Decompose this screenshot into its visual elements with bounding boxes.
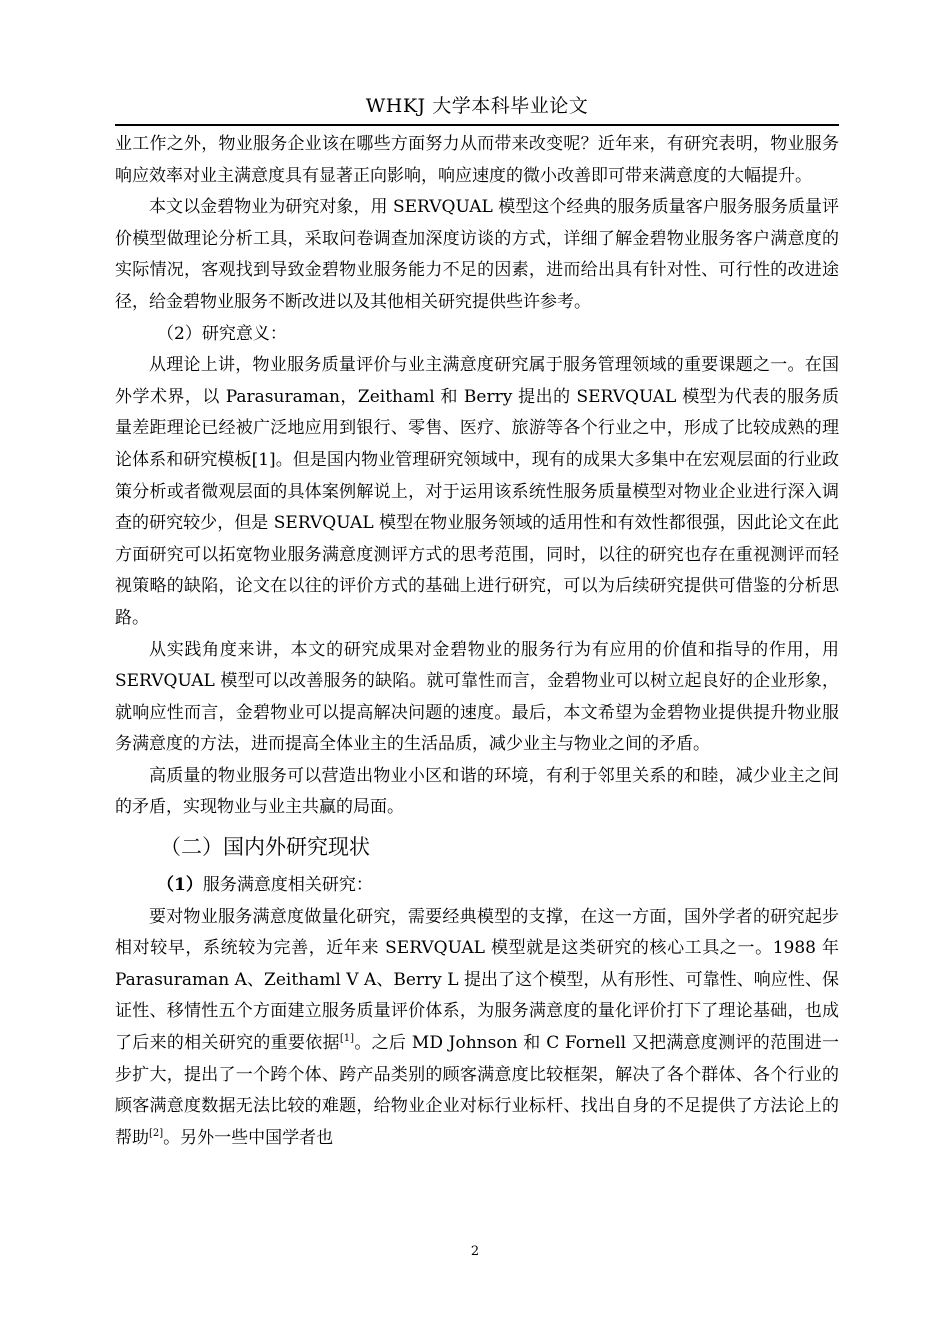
paragraph-quality-service: 高质量的物业服务可以营造出物业小区和谐的环境，有利于邻里关系的和睦，减少业主之间的矛盾，实现物业与业主共赢的局面。	[115, 765, 839, 818]
subsection-heading	[115, 870, 839, 902]
citation-2: [2]	[149, 1127, 164, 1139]
paragraph-continued: 业工作之外，物业服务企业该在哪些方面努力从而带来改变呢？近年来，有研究表明，物业服务响应效率对业主满意度具有显著正向影响，响应速度的微小改善即可带来满意度的大幅提升。	[115, 134, 839, 186]
citation-1: [1]	[339, 1033, 355, 1045]
section-heading: （二）国内外研究现状	[160, 835, 370, 860]
paragraph-text-part2: 。之后 MD Johnson 和 C Fornell 又把满意度测评的范围进一步扩大，提出了一个跨个体、跨产品类别的顾客满意度比较框架，解决了各个群体、各个行业的顾客满意度数据无法比较的难题，给物业企业对标行业标杆、找出自身的不足提供了方法论上的帮助	[115, 1033, 839, 1148]
body-text	[115, 129, 839, 1154]
header-rule	[115, 124, 839, 126]
subsection-number: （1）	[157, 875, 203, 896]
paragraph-research-object: 本文以金碧物业为研究对象，用 SERVQUAL 模型这个经典的服务质量客户服务服务质量评价模型做理论分析工具，采取问卷调查加深度访谈的方式，详细了解金碧物业服务客户满意度的实际情况，客观找到导致金碧物业服务能力不足的因素，进而给出具有针对性、可行性的改进途径，给金碧物业服务不断改进以及其他相关研究提供些许参考。	[115, 197, 839, 312]
subsection-label: 服务满意度相关研究：	[202, 875, 373, 896]
running-header: WHKJ 大学本科毕业论文	[365, 95, 589, 117]
paragraph-text-part1: 要对物业服务满意度做量化研究，需要经典模型的支撑，在这一方面，国外学者的研究起步相对较早，系统较为完善，近年来 SERVQUAL 模型就是这类研究的核心工具之一。1988 年 Parasuraman A、Zeithaml V A、Berry L 提出了这个模型，从有形性、可靠性、响应性、保证性、移情性五个方面建立服务质量评价体系，为服务满意度的量化评价打下了理论基础，也成了后来的相关研究的重要依据	[115, 906, 839, 1054]
paragraph-practical-significance: 从实践角度来讲，本文的研究成果对金碧物业的服务行为有应用的价值和指导的作用，用 SERVQUAL 模型可以改善服务的缺陷。就可靠性而言，金碧物业可以树立起良好的企业形象，就响应性而言，金碧物业可以提高解决问题的速度。最后，本文希望为金碧物业提供提升物业服务满意度的方法，进而提高全体业主的生活品质，减少业主与物业之间的矛盾。	[115, 639, 839, 755]
page-number: 2	[470, 1244, 480, 1259]
paragraph-servqual-review	[115, 902, 839, 1155]
subheading-research-significance: （2）研究意义：	[157, 323, 287, 344]
paragraph-theoretical-significance: 从理论上讲，物业服务质量评价与业主满意度研究属于服务管理领域的重要课题之一。在国外学术界，以 Parasuraman，Zeithaml 和 Berry 提出的 SERVQUAL 模型为代表的服务质量差距理论已经被广泛地应用到银行、零售、医疗、旅游等各个行业之中，形成了比较成熟的理论体系和研究模板[1]。但是国内物业管理研究领域中，现有的成果大多集中在宏观层面的行业政策分析或者微观层面的具体案例解说上，对于运用该系统性服务质量模型对物业企业进行深入调查的研究较少，但是 SERVQUAL 模型在物业服务领域的适用性和有效性都很强，因此论文在此方面研究可以拓宽物业服务满意度测评方式的思考范围，同时，以往的研究也存在重视测评而轻视策略的缺陷，论文在以往的评价方式的基础上进行研究，可以为后续研究提供可借鉴的分析思路。	[115, 355, 839, 628]
paragraph-text-part3: 。另外一些中国学者也	[163, 1127, 334, 1148]
